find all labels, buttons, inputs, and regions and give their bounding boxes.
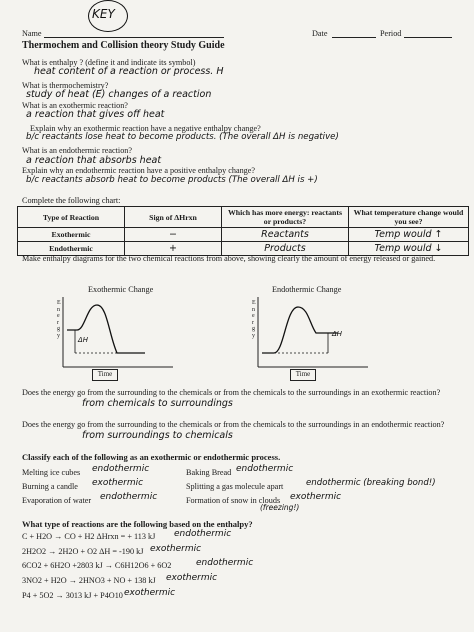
question-2: What is thermochemistry? (22, 81, 109, 90)
equation-answer: exothermic (150, 544, 202, 554)
answer-3: a reaction that gives off heat (26, 109, 165, 120)
chart-cell-sign: + (125, 242, 222, 256)
answer-6: b/c reactants absorb heat to become products (The overall ΔH is +) (26, 175, 318, 185)
classify-answer: endothermic (breaking bond!) (306, 478, 436, 488)
chart-cell-temp: Temp would ↑ (349, 228, 469, 242)
name-line (44, 37, 224, 38)
reaction-chart (17, 206, 469, 256)
classify-label: Baking Bread (186, 468, 232, 477)
diagram-instruction: Make enthalpy diagrams for the two chemical reactions from above, showing clearly the amount of energy released or gained. (22, 254, 436, 263)
flow-question-exo: Does the energy go from the surrounding to the chemicals or from the chemicals to the surroundings in an exothermic reaction? (22, 388, 441, 397)
equation-answer: exothermic (124, 588, 176, 598)
classify-answer: endothermic (92, 464, 150, 474)
classify-label: Melting ice cubes (22, 468, 81, 477)
chart-instruction: Complete the following chart: (22, 196, 121, 205)
classify-answer: exothermic (290, 492, 342, 502)
chart-header-type: Type of Reaction (18, 207, 125, 228)
period-line (404, 37, 452, 38)
name-label: Name (22, 29, 42, 38)
classify-label: Evaporation of water (22, 496, 92, 505)
exo-delta-h-label: ΔH (78, 336, 89, 344)
equation: C + H2O → CO + H2 ΔHrxn = + 113 kJ (22, 532, 156, 541)
exo-time-label: Time (92, 369, 118, 381)
chart-row-exothermic (18, 228, 469, 242)
classify-label: Burning a candle (22, 482, 78, 491)
classify-heading: Classify each of the following as an exothermic or endothermic process. (22, 452, 281, 462)
enthalpy-heading: What type of reactions are the following based on the enthalpy? (22, 519, 253, 529)
answer-2: study of heat (E) changes of a reaction (26, 89, 212, 100)
classify-note: (freezing!) (260, 503, 300, 512)
classify-label: Formation of snow in clouds (186, 496, 281, 505)
flow-answer-endo: from surroundings to chemicals (82, 430, 233, 441)
question-5: What is an endothermic reaction? (22, 146, 133, 155)
classify-answer: exothermic (92, 478, 144, 488)
chart-header-row (18, 207, 469, 228)
exo-diagram-title: Exothermic Change (88, 285, 154, 294)
classify-answer: endothermic (236, 464, 294, 474)
chart-cell-type: Endothermic (18, 242, 125, 256)
exo-energy-axis-label: E n e r g y (57, 300, 61, 339)
chart-header-temp: What temperature change would you see? (349, 207, 469, 228)
equation-answer: endothermic (196, 558, 254, 568)
answer-5: a reaction that absorbs heat (26, 155, 162, 166)
chart-header-sign: Sign of ΔHrxn (125, 207, 222, 228)
classify-label: Splitting a gas molecule apart (186, 482, 284, 491)
endo-diagram-title: Endothermic Change (272, 285, 342, 294)
question-6: Explain why an endothermic reaction have a positive enthalpy change? (22, 166, 256, 175)
classify-answer: endothermic (100, 492, 158, 502)
equation-answer: exothermic (166, 573, 218, 583)
date-label: Date (312, 29, 328, 38)
exo-diagram (55, 295, 175, 375)
endo-diagram (250, 295, 370, 375)
date-line (332, 37, 376, 38)
period-label: Period (380, 29, 402, 38)
flow-answer-exo: from chemicals to surroundings (82, 398, 233, 409)
chart-header-energy: Which has more energy: reactants or products? (222, 207, 349, 228)
question-3: What is an exothermic reaction? (22, 101, 128, 110)
equation: P4 + 5O2 → 3013 kJ + P4O10 (22, 591, 123, 600)
answer-1: heat content of a reaction or process. H (34, 66, 224, 77)
equation: 2H2O2 → 2H2O + O2 ΔH = -190 kJ (22, 547, 144, 556)
chart-cell-more: Products (222, 242, 349, 256)
endo-time-label: Time (290, 369, 316, 381)
flow-question-endo: Does the energy go from the surrounding to the chemicals or from the chemicals to the surroundings in an endothermic reaction? (22, 420, 445, 429)
chart-cell-more: Reactants (222, 228, 349, 242)
chart-cell-temp: Temp would ↓ (349, 242, 469, 256)
endo-delta-h-label: ΔH (332, 330, 343, 338)
chart-cell-type: Exothermic (18, 228, 125, 242)
question-1: What is enthalpy ? (define it and indicate its symbol) (22, 58, 196, 67)
answer-4: b/c reactants lose heat to become products. (The overall ΔH is negative) (26, 132, 339, 142)
key-mark: KEY (92, 7, 115, 21)
question-4: Explain why an exothermic reaction have a negative enthalpy change? (30, 124, 261, 133)
chart-cell-sign: − (125, 228, 222, 242)
page-title: Thermochem and Collision theory Study Guide (22, 40, 225, 51)
equation: 3NO2 + H2O → 2HNO3 + NO + 138 kJ (22, 576, 156, 585)
equation-answer: endothermic (174, 529, 232, 539)
equation: 6CO2 + 6H2O +2803 kJ → C6H12O6 + 6O2 (22, 561, 172, 570)
endo-energy-axis-label: E n e r g y (252, 300, 256, 339)
